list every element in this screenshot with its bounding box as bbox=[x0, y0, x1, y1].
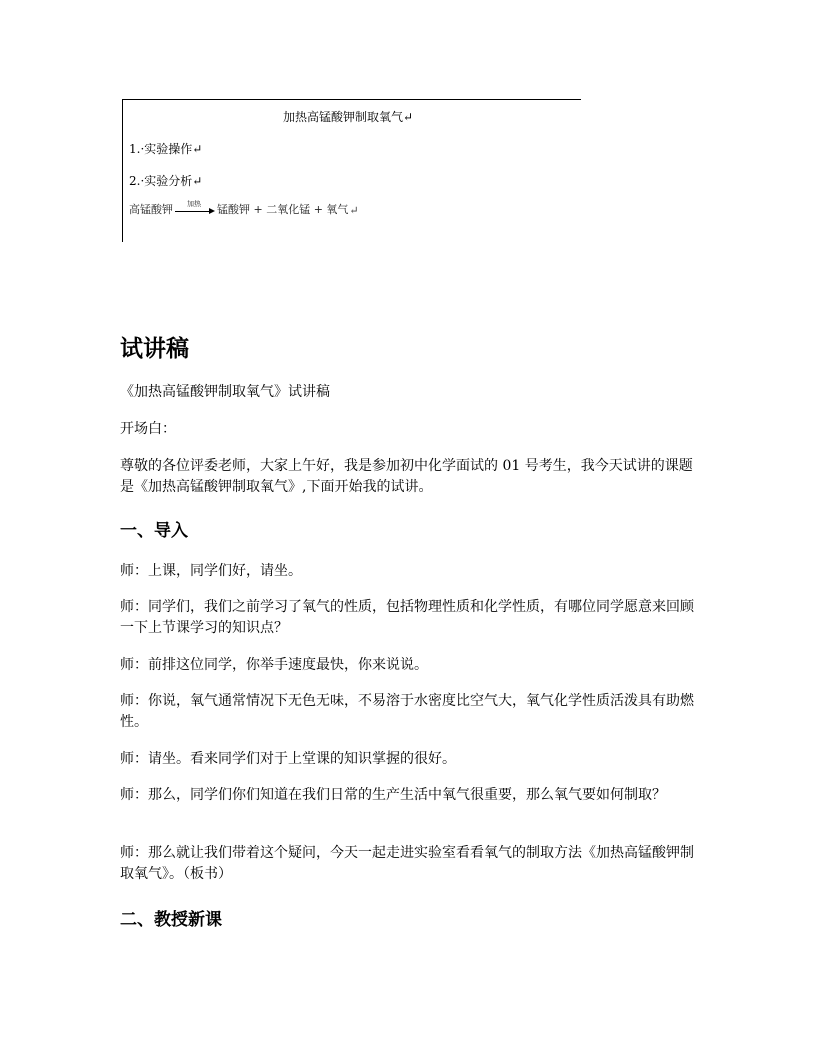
paragraph: 师：请坐。看来同学们对于上堂课的知识掌握的很好。 bbox=[120, 751, 456, 767]
greeting-paragraph: 尊敬的各位评委老师，大家上午好，我是参加初中化学面试的 01 号考生，我今天试讲的课题是《加热高锰酸钾制取氧气》,下面开始我的试讲。 bbox=[120, 458, 693, 495]
reaction-condition: 加热 bbox=[187, 200, 201, 208]
section-heading-introduction: 一、导入 bbox=[120, 521, 188, 541]
board-item-experiment-operation: 1.·实验操作↵ bbox=[129, 142, 203, 156]
reactant: 高锰酸钾 bbox=[129, 203, 173, 216]
paragraph: 师：那么就让我们带着这个疑问，今天一起走进实验室看看氧气的制取方法《加热高锰酸钾制取氧气》。（板书） bbox=[120, 845, 694, 882]
board-item-experiment-analysis: 2.·实验分析↵ bbox=[129, 174, 203, 188]
board-title: 加热高锰酸钾制取氧气↵ bbox=[283, 110, 414, 124]
products: 锰酸钾 + 二氧化锰 + 氧气 bbox=[217, 203, 349, 216]
arrow-line bbox=[175, 211, 209, 212]
return-mark: ↵ bbox=[349, 204, 359, 217]
paragraph: 师：上课，同学们好，请坐。 bbox=[120, 563, 302, 579]
paragraph: 师：前排这位同学，你举手速度最快，你来说说。 bbox=[120, 657, 428, 673]
section-heading-new-lesson: 二、教授新课 bbox=[120, 910, 222, 930]
paragraph: 师：你说，氧气通常情况下无色无味，不易溶于水密度比空气大，氧气化学性质活泼具有助燃性。 bbox=[120, 693, 694, 730]
blackboard-design-box bbox=[122, 99, 581, 242]
paragraph: 师：那么，同学们你们知道在我们日常的生产生活中氧气很重要，那么氧气要如何制取？ bbox=[120, 787, 666, 803]
doc-subtitle: 《加热高锰酸钾制取氧气》试讲稿 bbox=[120, 384, 330, 400]
reaction-equation bbox=[129, 201, 359, 217]
paragraph: 师：同学们，我们之前学习了氧气的性质，包括物理性质和化学性质，有哪位同学愿意来回顾一下上节课学习的知识点？ bbox=[120, 599, 694, 636]
reaction-arrow bbox=[175, 200, 215, 217]
page-title: 试讲稿 bbox=[120, 336, 189, 362]
arrow-head-icon bbox=[209, 208, 215, 214]
opening-label: 开场白： bbox=[120, 421, 176, 437]
